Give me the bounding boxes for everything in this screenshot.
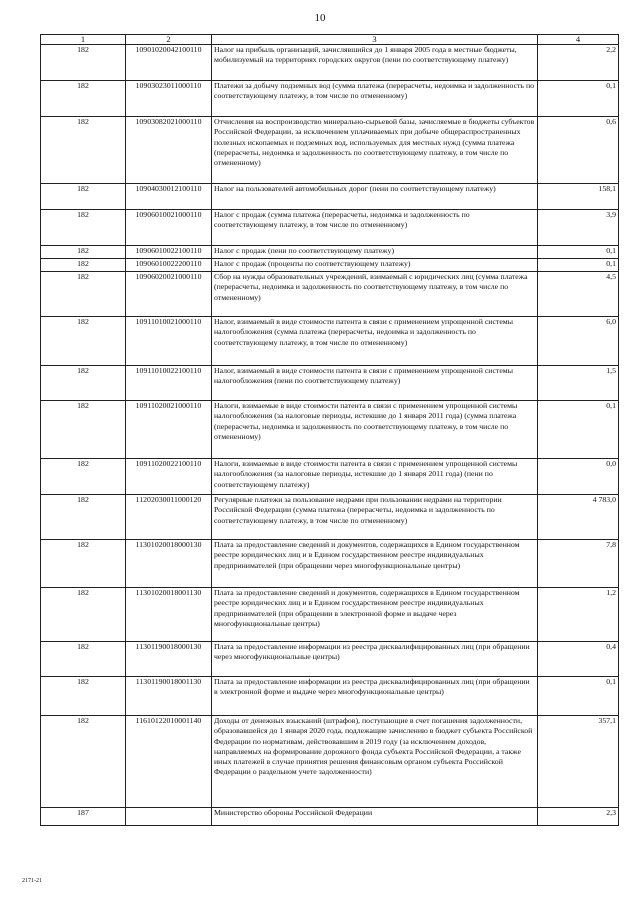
budget-code-cell: 10911020022100110 xyxy=(126,459,212,495)
admin-code-cell: 182 xyxy=(41,540,126,588)
budget-code-cell: 10906010022100110 xyxy=(126,246,212,259)
amount-cell: 4,5 xyxy=(538,272,619,317)
column-header-4: 4 xyxy=(538,35,619,45)
table-row xyxy=(41,642,619,677)
amount-cell: 158,1 xyxy=(538,184,619,210)
table-row xyxy=(41,401,619,459)
table-row xyxy=(41,184,619,210)
table-row xyxy=(41,259,619,272)
admin-code-cell: 182 xyxy=(41,45,126,81)
admin-code-cell: 182 xyxy=(41,588,126,642)
revenue-name-cell: Налог на прибыль организаций, зачислявшийся до 1 января 2005 года в местные бюджеты, мобилизуемый на территориях городских округов (пени по соответствующему платежу) xyxy=(212,45,538,81)
table-row xyxy=(41,272,619,317)
table-row xyxy=(41,246,619,259)
admin-code-cell: 182 xyxy=(41,459,126,495)
revenue-name-cell: Плата за предоставление информации из реестра дисквалифицированных лиц (при обращении через многофункциональные центры) xyxy=(212,642,538,677)
revenue-name-cell: Налог, взимаемый в виде стоимости патента в связи с применением упрощенной системы налогообложения (пени по соответствующему платежу) xyxy=(212,366,538,401)
table-row xyxy=(41,808,619,826)
budget-code-cell: 10911010022100110 xyxy=(126,366,212,401)
revenue-name-cell: Плата за предоставление сведений и документов, содержащихся в Едином государственном реестре юридических лиц и в Едином государственном реестре индивидуальных предпринимателей (при обращении через многофункциональные центры) xyxy=(212,540,538,588)
revenue-name-cell: Отчисления на воспроизводство минерально-сырьевой базы, зачисляемые в бюджеты субъектов Российской Федерации, за исключением уплачиваемых при добыче общераспространенных полезных ископаемых и подземных вод, используемых для местных нужд (сумма платежа (перерасчеты, недоимка и задолженность по соответствующему платежу, в том числе по отмененному) xyxy=(212,117,538,184)
amount-cell: 1,2 xyxy=(538,588,619,642)
table-row xyxy=(41,45,619,81)
budget-code-cell: 11301020018000130 xyxy=(126,540,212,588)
admin-code-cell: 182 xyxy=(41,716,126,808)
revenue-name-cell: Доходы от денежных взысканий (штрафов), поступающие в счет погашения задолженности, образовавшейся до 1 января 2020 года, подлежащие зачислению в бюджет субъекта Российской Федерации по нормативам, действовавшим в 2019 году (за исключением доходов, направляемых на формирование дорожного фонда субъекта Российской Федерации, а также иных платежей в случае принятия решения финансовым органом субъекта Российской Федерации о раздельном учете задолженности) xyxy=(212,716,538,808)
budget-code-cell: 10903082021000110 xyxy=(126,117,212,184)
budget-code-cell xyxy=(126,808,212,826)
admin-code-cell: 182 xyxy=(41,272,126,317)
admin-code-cell: 182 xyxy=(41,317,126,366)
amount-cell: 4 783,0 xyxy=(538,495,619,540)
page-number: 10 xyxy=(314,12,326,24)
revenue-name-cell: Регулярные платежи за пользование недрами при пользовании недрами на территории Российской Федерации (сумма платежа (перерасчеты, недоимка и задолженность по соответствующему платежу, в том числе по отмененному) xyxy=(212,495,538,540)
budget-code-cell: 10901020042100110 xyxy=(126,45,212,81)
revenue-name-cell: Налог на пользователей автомобильных дорог (пени по соответствующему платежу) xyxy=(212,184,538,210)
budget-code-cell: 10911010021000110 xyxy=(126,317,212,366)
amount-cell: 0,1 xyxy=(538,81,619,117)
revenue-name-cell: Налог, взимаемый в виде стоимости патента в связи с применением упрощенной системы налогообложения (сумма платежа (перерасчеты, недоимка и задолженность по соответствующему платежу, в том числе по отмененному) xyxy=(212,317,538,366)
table-row xyxy=(41,716,619,808)
budget-code-cell: 10906010022200110 xyxy=(126,259,212,272)
table-row xyxy=(41,540,619,588)
table-header-row xyxy=(41,35,619,45)
revenue-name-cell: Налоги, взимаемые в виде стоимости патента в связи с применением упрощенной системы налогообложения (за налоговые периоды, истекшие до 1 января 2011 года) (сумма платежа (перерасчеты, недоимка и задолженность по соответствующему платежу, в том числе по отмененному) xyxy=(212,401,538,459)
admin-code-cell: 182 xyxy=(41,210,126,246)
amount-cell: 6,0 xyxy=(538,317,619,366)
budget-code-cell: 11301190018001130 xyxy=(126,677,212,716)
revenue-table xyxy=(40,34,619,826)
admin-code-cell: 182 xyxy=(41,495,126,540)
revenue-name-cell: Платежи за добычу подземных вод (сумма платежа (перерасчеты, недоимка и задолженность по соответствующему платежу, в том числе по отмененному) xyxy=(212,81,538,117)
amount-cell: 0,4 xyxy=(538,642,619,677)
revenue-name-cell: Министерство обороны Российской Федерации xyxy=(212,808,538,826)
revenue-name-cell: Налог с продаж (сумма платежа (перерасчеты, недоимка и задолженность по соответствующему платежу, в том числе по отмененному) xyxy=(212,210,538,246)
budget-code-cell: 10911020021000110 xyxy=(126,401,212,459)
budget-code-cell: 10904030012100110 xyxy=(126,184,212,210)
amount-cell: 0,1 xyxy=(538,259,619,272)
table-row xyxy=(41,588,619,642)
table-row xyxy=(41,677,619,716)
revenue-name-cell: Плата за предоставление информации из реестра дисквалифицированных лиц (при обращении в электронной форме и выдаче через многофункциональные центры) xyxy=(212,677,538,716)
column-header-1: 1 xyxy=(41,35,126,45)
budget-code-cell: 10906020021000110 xyxy=(126,272,212,317)
amount-cell: 2,3 xyxy=(538,808,619,826)
table-row xyxy=(41,210,619,246)
table-row xyxy=(41,81,619,117)
admin-code-cell: 182 xyxy=(41,677,126,716)
admin-code-cell: 182 xyxy=(41,642,126,677)
budget-code-cell: 11301020018001130 xyxy=(126,588,212,642)
amount-cell: 0,1 xyxy=(538,401,619,459)
column-header-3: 3 xyxy=(212,35,538,45)
table-row xyxy=(41,495,619,540)
table-row xyxy=(41,117,619,184)
amount-cell: 3,9 xyxy=(538,210,619,246)
budget-code-cell: 11610122010001140 xyxy=(126,716,212,808)
footer-code: 2171-21 xyxy=(22,878,42,884)
table-row xyxy=(41,366,619,401)
amount-cell: 0,6 xyxy=(538,117,619,184)
budget-code-cell: 11301190018000130 xyxy=(126,642,212,677)
admin-code-cell: 182 xyxy=(41,81,126,117)
budget-code-cell: 10906010021000110 xyxy=(126,210,212,246)
amount-cell: 0,0 xyxy=(538,459,619,495)
admin-code-cell: 182 xyxy=(41,246,126,259)
admin-code-cell: 182 xyxy=(41,184,126,210)
admin-code-cell: 187 xyxy=(41,808,126,826)
revenue-name-cell: Налог с продаж (проценты по соответствующему платежу) xyxy=(212,259,538,272)
admin-code-cell: 182 xyxy=(41,259,126,272)
revenue-name-cell: Налоги, взимаемые в виде стоимости патента в связи с применением упрощенной системы налогообложения (за налоговые периоды, истекшие до 1 января 2011 года) (пени по соответствующему платежу) xyxy=(212,459,538,495)
revenue-name-cell: Сбор на нужды образовательных учреждений, взимаемый с юридических лиц (сумма платежа (перерасчеты, недоимка и задолженность по соответствующему платежу, в том числе по отмененному) xyxy=(212,272,538,317)
budget-code-cell: 10903023011000110 xyxy=(126,81,212,117)
amount-cell: 357,1 xyxy=(538,716,619,808)
amount-cell: 0,1 xyxy=(538,677,619,716)
amount-cell: 0,1 xyxy=(538,246,619,259)
table-row xyxy=(41,459,619,495)
amount-cell: 2,2 xyxy=(538,45,619,81)
amount-cell: 1,5 xyxy=(538,366,619,401)
admin-code-cell: 182 xyxy=(41,366,126,401)
table-row xyxy=(41,317,619,366)
revenue-name-cell: Плата за предоставление сведений и документов, содержащихся в Едином государственном реестре юридических лиц и в Едином государственном реестре индивидуальных предпринимателей (при обращении в электронной форме и выдаче через многофункциональные центры) xyxy=(212,588,538,642)
budget-code-cell: 11202030011000120 xyxy=(126,495,212,540)
admin-code-cell: 182 xyxy=(41,117,126,184)
revenue-name-cell: Налог с продаж (пени по соответствующему платежу) xyxy=(212,246,538,259)
admin-code-cell: 182 xyxy=(41,401,126,459)
amount-cell: 7,8 xyxy=(538,540,619,588)
column-header-2: 2 xyxy=(126,35,212,45)
